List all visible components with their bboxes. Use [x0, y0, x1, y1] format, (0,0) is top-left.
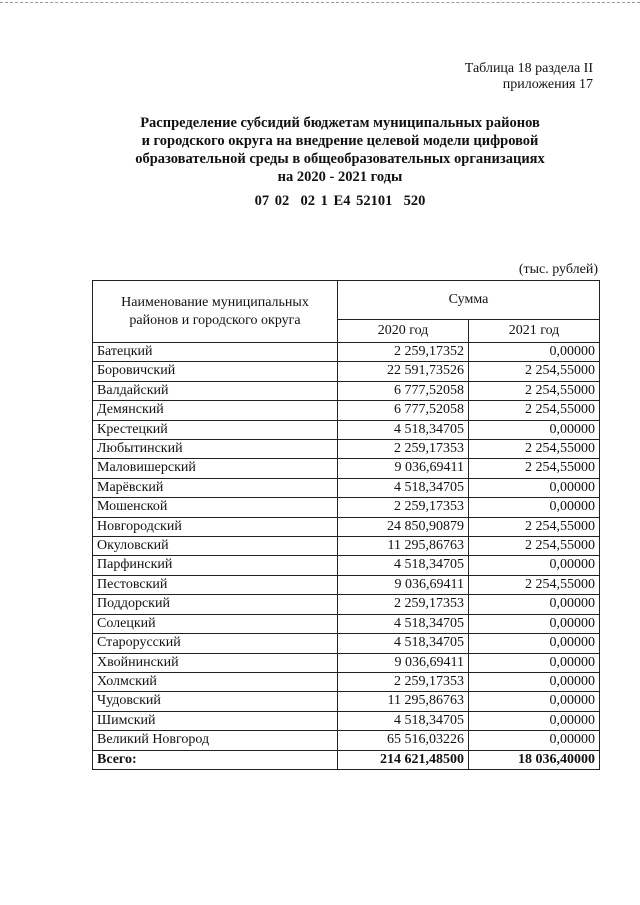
title-line-1: Распределение субсидий бюджетам муниципальных районов: [140, 115, 540, 131]
value-2020: 4 518,34705: [338, 420, 469, 439]
district-name: Марёвский: [93, 478, 338, 497]
district-name: Великий Новгород: [93, 731, 338, 750]
value-2021: 2 254,55000: [469, 517, 600, 536]
budget-code: 07 02 02 1 E4 52101 520: [254, 193, 426, 209]
value-2021: 0,00000: [469, 556, 600, 575]
table-body: [93, 343, 600, 751]
table-row: [93, 711, 600, 730]
value-2020: 22 591,73526: [338, 362, 469, 381]
value-2020: 24 850,90879: [338, 517, 469, 536]
value-2020: 9 036,69411: [338, 653, 469, 672]
value-2021: 2 254,55000: [469, 575, 600, 594]
value-2020: 2 259,17353: [338, 498, 469, 517]
subsidy-table: [92, 280, 600, 770]
value-2020: 2 259,17352: [338, 343, 469, 362]
title-line-4: на 2020 - 2021 годы: [277, 169, 403, 185]
value-2020: 65 516,03226: [338, 731, 469, 750]
table-row: [93, 653, 600, 672]
district-name: Старорусский: [93, 634, 338, 653]
district-name: Маловишерский: [93, 459, 338, 478]
value-2021: 0,00000: [469, 343, 600, 362]
district-name: Холмский: [93, 672, 338, 691]
document-title: [60, 114, 620, 186]
table-row: [93, 440, 600, 459]
district-name: Хвойнинский: [93, 653, 338, 672]
value-2021: 0,00000: [469, 731, 600, 750]
district-name: Мошенской: [93, 498, 338, 517]
table-row: [93, 575, 600, 594]
district-name: Шимский: [93, 711, 338, 730]
table-row: [93, 478, 600, 497]
value-2020: 2 259,17353: [338, 440, 469, 459]
value-2021: 0,00000: [469, 692, 600, 711]
value-2021: 2 254,55000: [469, 401, 600, 420]
district-name: Крестецкий: [93, 420, 338, 439]
table-row: [93, 459, 600, 478]
value-2021: 2 254,55000: [469, 459, 600, 478]
table-row: [93, 401, 600, 420]
value-2021: 0,00000: [469, 614, 600, 633]
value-2021: 0,00000: [469, 672, 600, 691]
total-row: [93, 750, 600, 769]
value-2021: 2 254,55000: [469, 537, 600, 556]
value-2021: 0,00000: [469, 653, 600, 672]
value-2020: 11 295,86763: [338, 692, 469, 711]
column-header-2021: 2021 год: [469, 320, 600, 343]
district-name: Боровичский: [93, 362, 338, 381]
ref-line-2: приложения 17: [502, 77, 593, 92]
table-reference: [465, 61, 593, 93]
district-name: Новгородский: [93, 517, 338, 536]
total-label: Всего:: [93, 750, 338, 769]
value-2021: 2 254,55000: [469, 362, 600, 381]
table-row: [93, 692, 600, 711]
column-header-name: Наименование муниципальных районов и городского округа: [93, 281, 338, 343]
ref-line-1: Таблица 18 раздела II: [464, 61, 593, 76]
table-row: [93, 517, 600, 536]
table-row: [93, 537, 600, 556]
value-2021: 0,00000: [469, 420, 600, 439]
district-name: Валдайский: [93, 381, 338, 400]
total-2020: 214 621,48500: [338, 750, 469, 769]
value-2020: 2 259,17353: [338, 595, 469, 614]
district-name: Батецкий: [93, 343, 338, 362]
value-2020: 2 259,17353: [338, 672, 469, 691]
table-row: [93, 343, 600, 362]
table-row: [93, 731, 600, 750]
value-2021: 0,00000: [469, 595, 600, 614]
value-2020: 6 777,52058: [338, 381, 469, 400]
scan-top-edge: [0, 2, 640, 3]
value-2020: 9 036,69411: [338, 575, 469, 594]
title-line-3: образовательной среды в общеобразовательных организациях: [135, 151, 545, 167]
value-2020: 4 518,34705: [338, 614, 469, 633]
value-2020: 4 518,34705: [338, 634, 469, 653]
table-row: [93, 614, 600, 633]
value-2021: 2 254,55000: [469, 381, 600, 400]
value-2021: 0,00000: [469, 498, 600, 517]
value-2020: 9 036,69411: [338, 459, 469, 478]
district-name: Чудовский: [93, 692, 338, 711]
district-name: Демянский: [93, 401, 338, 420]
district-name: Любытинский: [93, 440, 338, 459]
district-name: Парфинский: [93, 556, 338, 575]
table-row: [93, 672, 600, 691]
table-row: [93, 634, 600, 653]
table-row: [93, 362, 600, 381]
column-header-2020: 2020 год: [338, 320, 469, 343]
column-header-sum: Сумма: [338, 281, 600, 320]
total-2021: 18 036,40000: [469, 750, 600, 769]
value-2020: 4 518,34705: [338, 556, 469, 575]
value-2021: 0,00000: [469, 634, 600, 653]
table-row: [93, 498, 600, 517]
table-row: [93, 420, 600, 439]
district-name: Солецкий: [93, 614, 338, 633]
district-name: Поддорский: [93, 595, 338, 614]
value-2021: 2 254,55000: [469, 440, 600, 459]
value-2021: 0,00000: [469, 478, 600, 497]
table-row: [93, 595, 600, 614]
value-2020: 4 518,34705: [338, 711, 469, 730]
value-2020: 4 518,34705: [338, 478, 469, 497]
title-line-2: и городского округа на внедрение целевой модели цифровой: [141, 133, 539, 149]
value-2021: 0,00000: [469, 711, 600, 730]
value-2020: 11 295,86763: [338, 537, 469, 556]
table-row: [93, 381, 600, 400]
district-name: Окуловский: [93, 537, 338, 556]
district-name: Пестовский: [93, 575, 338, 594]
value-2020: 6 777,52058: [338, 401, 469, 420]
unit-label: (тыс. рублей): [518, 262, 598, 277]
table-row: [93, 556, 600, 575]
